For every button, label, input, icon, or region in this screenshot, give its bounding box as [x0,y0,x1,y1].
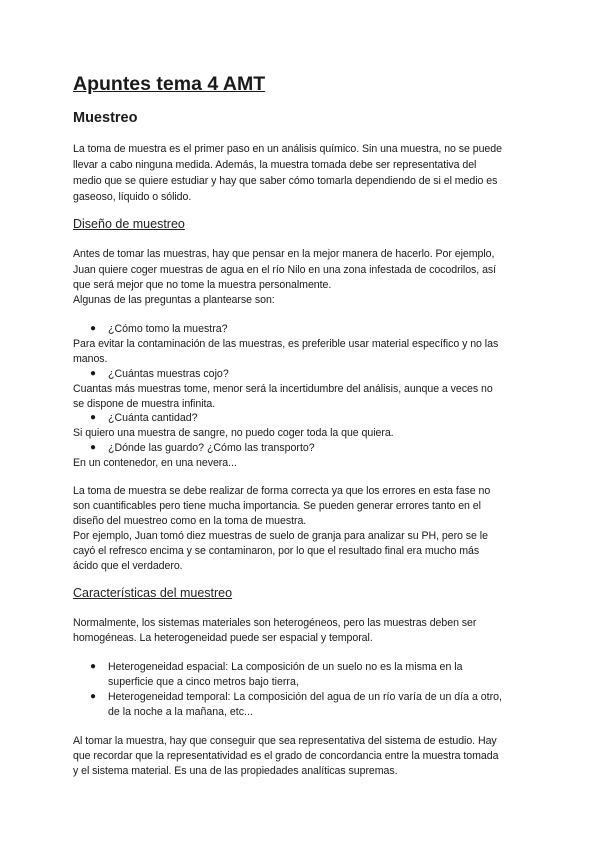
bullet-icon: ● [90,323,97,334]
text-line: Al tomar la muestra, hay que conseguir que sea representativa del sistema de estudio. Hay [73,735,497,747]
text-line: medio que se quiere estudiar y hay que saber cómo tomarla dependiendo de si el medio es [73,175,498,187]
section-heading: Muestreo [73,110,138,126]
answer-line: Cuantas más muestras tome, menor será la incertidumbre del análisis, aunque a veces no [73,383,493,395]
bullet-icon: ● [90,442,97,453]
list-item-continuation: de la noche a la mañana, etc... [108,706,253,718]
text-line: llevar a cabo ninguna medida. Además, la muestra tomada debe ser representativa del [73,159,477,171]
text-line: cayó el refresco encima y se contaminaron, por lo que el resultado final era mucho más [73,545,480,557]
list-item: Heterogeneidad temporal: La composición del agua de un río varía de un día a otro, [108,691,502,703]
question-item: ¿Cuánta cantidad? [108,412,198,424]
text-line: La toma de muestra se debe realizar de forma correcta ya que los errores en esta fase no [73,485,491,497]
text-line: ácido que el verdadero. [73,560,183,572]
subsection-heading-diseno: Diseño de muestreo [73,217,185,231]
bullet-icon: ● [90,691,97,702]
text-line: y el sistema material. Es una de las propiedades analíticas supremas. [73,765,398,777]
list-item-continuation: superficie que a cinco metros bajo tierra, [108,676,299,688]
text-line: homogéneas. La heterogeneidad puede ser espacial y temporal. [73,632,373,644]
question-item: ¿Cuántas muestras cojo? [108,368,229,380]
text-line: Juan quiere coger muestras de agua en el río Nilo en una zona infestada de cocodrilos, así [73,264,497,276]
text-line: gaseoso, líquido o sólido. [73,191,192,203]
subsection-heading-caracteristicas: Características del muestreo [73,586,233,600]
bullet-icon: ● [90,368,97,379]
text-line: que será mejor que no tome la muestra personalmente. [73,279,332,291]
list-item: Heterogeneidad espacial: La composición de un suelo no es la misma en la [108,661,463,673]
answer-line: manos. [73,353,108,365]
answer-line: En un contenedor, en una nevera... [73,457,237,469]
text-line: Normalmente, los sistemas materiales son heterogéneos, pero las muestras deben ser [73,617,477,629]
text-line: son cuantificables pero tiene mucha importancia. Se pueden generar errores tanto en el [73,500,481,512]
text-line: Por ejemplo, Juan tomó diez muestras de suelo de granja para analizar su PH, pero se le [73,530,488,542]
text-line: La toma de muestra es el primer paso en un análisis químico. Sin una muestra, no se puede [73,143,502,155]
bullet-icon: ● [90,661,97,672]
answer-line: Si quiero una muestra de sangre, no puedo coger toda la que quiera. [73,427,394,439]
text-line: Algunas de las preguntas a plantearse son: [73,294,275,306]
text-line: diseño del muestreo como en la toma de muestra. [73,515,307,527]
bullet-icon: ● [90,412,97,423]
answer-line: se dispone de muestra infinita. [73,398,216,410]
answer-line: Para evitar la contaminación de las muestras, es preferible usar material específico y no las [73,338,499,350]
question-item: ¿Dónde las guardo? ¿Cómo las transporto? [108,442,315,454]
document-title: Apuntes tema 4 AMT [73,73,266,95]
text-line: Antes de tomar las muestras, hay que pensar en la mejor manera de hacerlo. Por ejemplo, [73,248,495,260]
question-item: ¿Cómo tomo la muestra? [108,323,228,335]
text-line: que recordar que la representatividad es el grado de concordancia entre la muestra tomada [73,750,499,762]
